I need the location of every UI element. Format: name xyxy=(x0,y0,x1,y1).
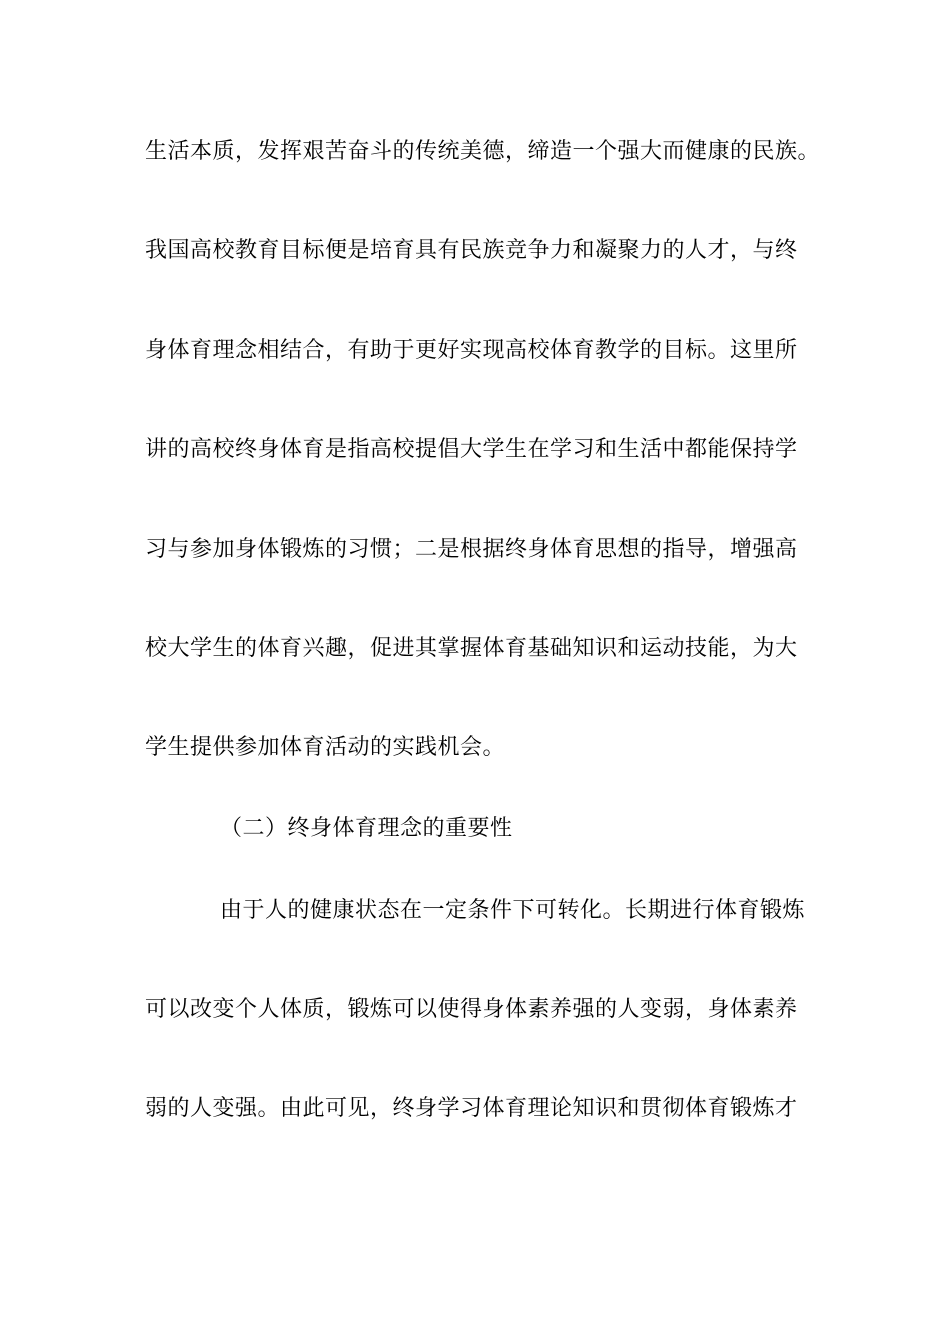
paragraph-line: 校大学生的体育兴趣，促进其掌握体育基础知识和运动技能，为大 xyxy=(145,636,798,661)
paragraph-line: 由于人的健康状态在一定条件下可转化。长期进行体育锻炼 xyxy=(220,898,806,923)
paragraph-line: 我国高校教育目标便是培育具有民族竞争力和凝聚力的人才，与终 xyxy=(145,238,798,263)
paragraph-line: 习与参加身体锻炼的习惯；二是根据终身体育思想的指导，增强高 xyxy=(145,537,798,562)
paragraph-line: 讲的高校终身体育是指高校提倡大学生在学习和生活中都能保持学 xyxy=(145,437,798,462)
paragraph-line: 弱的人变强。由此可见，终身学习体育理论知识和贯彻体育锻炼才 xyxy=(145,1096,798,1121)
paragraph-line: 学生提供参加体育活动的实践机会。 xyxy=(145,735,506,760)
section-heading: （二）终身体育理念的重要性 xyxy=(220,816,513,841)
paragraph-line: 生活本质，发挥艰苦奋斗的传统美德，缔造一个强大而健康的民族。 xyxy=(145,139,821,164)
paragraph-line: 身体育理念相结合，有助于更好实现高校体育教学的目标。这里所 xyxy=(145,338,798,363)
paragraph-line: 可以改变个人体质，锻炼可以使得身体素养强的人变弱，身体素养 xyxy=(145,997,798,1022)
